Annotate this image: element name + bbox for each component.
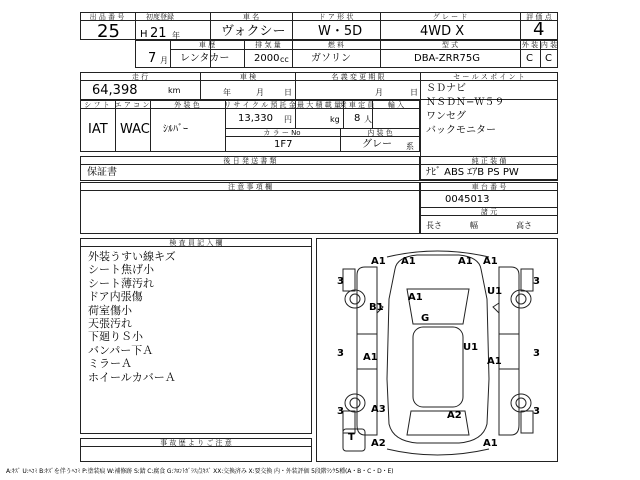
remark-7: 下廻りＳ小 bbox=[88, 330, 143, 344]
notes-header: 注 意 事 項 欄 bbox=[228, 183, 272, 191]
damage-mark-12: A3 bbox=[371, 404, 386, 415]
sales-point-1: ＳＤナビ bbox=[426, 83, 466, 94]
damage-mark-16: T bbox=[348, 432, 355, 443]
damage-mark-11: A1 bbox=[487, 356, 502, 367]
remark-2: シート焦げ小 bbox=[88, 263, 154, 277]
length-label: 長さ bbox=[426, 221, 442, 230]
side-label-3: 3 bbox=[337, 348, 344, 359]
displacement-header: 排 気 量 bbox=[255, 41, 281, 49]
year-value: 21 bbox=[150, 26, 167, 41]
model-code-value: DBA-ZRR75G bbox=[414, 53, 481, 64]
remark-5: 荷室傷小 bbox=[88, 303, 132, 317]
lot-no-header: 出 品 番 号 bbox=[89, 13, 125, 21]
damage-mark-13: A2 bbox=[447, 410, 462, 421]
mileage-value: 64,398 bbox=[92, 83, 138, 98]
docs-later-header: 後 日 発 送 書 類 bbox=[223, 157, 277, 165]
ext-color-header: 外 装 色 bbox=[174, 101, 200, 109]
int-color-unit: 系 bbox=[406, 142, 414, 151]
first-reg-header: 初度登録 bbox=[146, 13, 174, 21]
vehicle-use-value: レンタカー bbox=[180, 53, 230, 64]
damage-mark-14: A2 bbox=[371, 438, 386, 449]
max-load-header: 最 大 積 載 量 bbox=[297, 101, 341, 109]
sales-points-header: セ ー ル ス ポ イ ン ト bbox=[453, 73, 525, 81]
displacement-value: 2000 bbox=[254, 53, 280, 64]
damage-mark-1: A1 bbox=[371, 256, 386, 267]
remark-8: バンパー下Ａ bbox=[88, 343, 154, 357]
era-value: H bbox=[140, 29, 148, 40]
damage-mark-6: U1 bbox=[487, 286, 503, 297]
inspection-year: 年 bbox=[223, 88, 231, 97]
name-change-month: 月 bbox=[375, 88, 383, 97]
side-label-5: 3 bbox=[337, 406, 344, 417]
oem-value: ﾅﾋﾞ ABS ｴｱB PS PW bbox=[426, 167, 519, 178]
chassis-value: 0045013 bbox=[445, 194, 490, 205]
name-change-header: 名 義 変 更 期 限 bbox=[331, 73, 385, 81]
month-value: 7 bbox=[148, 51, 157, 66]
car-name-value: ヴォクシー bbox=[221, 24, 286, 39]
import-header: 輸 入 bbox=[387, 101, 405, 109]
interior-score-value: C bbox=[545, 53, 552, 64]
remark-3: シート薄汚れ bbox=[88, 276, 154, 290]
fuel-header: 燃 料 bbox=[327, 41, 345, 49]
side-label-6: 3 bbox=[533, 406, 540, 417]
side-label-1: 3 bbox=[337, 276, 344, 287]
car-diagram bbox=[316, 238, 558, 462]
remark-9: ミラーＡ bbox=[88, 357, 132, 371]
fuel-value: ガソリン bbox=[311, 53, 351, 64]
damage-mark-8: A1 bbox=[408, 292, 423, 303]
max-load-unit: kg bbox=[330, 115, 340, 124]
int-color-value: グレー bbox=[362, 139, 392, 150]
year-unit: 年 bbox=[172, 31, 180, 40]
aircon-value: WAC bbox=[120, 122, 150, 137]
color-no-value: 1F7 bbox=[274, 139, 293, 150]
sales-point-2: ＮＳＤＮ−Ｗ５９ bbox=[426, 97, 505, 108]
width-label: 幅 bbox=[470, 221, 478, 230]
name-change-day: 日 bbox=[410, 88, 418, 97]
damage-mark-3: A1 bbox=[458, 256, 473, 267]
mileage-unit: km bbox=[168, 86, 181, 95]
inspection-header: 車 検 bbox=[239, 73, 257, 81]
grade-header: グ レ ー ド bbox=[432, 13, 468, 21]
side-label-2: 3 bbox=[533, 276, 540, 287]
damage-mark-9: U1 bbox=[463, 342, 479, 353]
inspection-day: 日 bbox=[284, 88, 292, 97]
door-value: W・5D bbox=[318, 24, 363, 39]
color-no-header: カ ラ ー No bbox=[263, 129, 301, 137]
accident-header: 事 故 歴 よ り ご 注 意 bbox=[160, 439, 232, 447]
aircon-header: エ ア コ ン bbox=[114, 101, 150, 109]
remark-10: ホイールカバーＡ bbox=[88, 370, 176, 384]
remark-1: 外装うすい線キズ bbox=[88, 250, 176, 263]
damage-mark-7: G bbox=[421, 313, 430, 324]
exterior-score-value: C bbox=[526, 53, 533, 64]
legend-text: A:ｷｽﾞ U:ﾍｺﾐ B:ｷｽﾞを伴うﾍｺﾐ P:塗装痕 W:補修跡 S:錆 C:腐食 G:ﾌﾛﾝﾄｶﾞﾗｽ点ｷｽﾞ XX:交換済み X:要交換 内・外装評価 5段階ﾗﾝｸ5種(A・B・C・D・E) bbox=[6, 468, 394, 475]
model-code-header: 型 式 bbox=[441, 41, 459, 49]
recycle-fee-value: 13,330 bbox=[238, 113, 273, 124]
remark-6: 天張汚れ bbox=[88, 317, 132, 331]
chassis-header: 車 台 番 号 bbox=[471, 183, 507, 191]
damage-mark-5: B1 bbox=[369, 302, 384, 313]
car-outline bbox=[317, 239, 559, 463]
side-label-4: 3 bbox=[533, 348, 540, 359]
damage-mark-15: A1 bbox=[483, 438, 498, 449]
damage-mark-10: A1 bbox=[363, 352, 378, 363]
sales-point-4: バックモニター bbox=[426, 125, 496, 136]
car-name-header: 車 名 bbox=[242, 13, 260, 21]
docs-later-value: 保証書 bbox=[87, 167, 117, 178]
displacement-unit: cc bbox=[280, 55, 289, 64]
lot-no-value: 25 bbox=[97, 21, 120, 42]
damage-mark-2: A1 bbox=[401, 256, 416, 267]
int-color-header: 内 装 色 bbox=[367, 129, 393, 137]
score-value: 4 bbox=[533, 19, 545, 40]
remark-4: ドア内張傷 bbox=[88, 290, 143, 304]
month-unit: 月 bbox=[160, 56, 168, 65]
shift-header: シ フ ト bbox=[84, 101, 110, 109]
inspector-header: 検 査 員 記 入 欄 bbox=[169, 239, 223, 247]
grade-value: 4WD X bbox=[420, 24, 465, 39]
capacity-header: 乗 車 定 員 bbox=[339, 101, 375, 109]
capacity-unit: 人 bbox=[364, 115, 372, 124]
vehicle-use-header: 車 歴 bbox=[198, 41, 216, 49]
oem-header: 純 正 装 備 bbox=[471, 157, 507, 165]
shift-value: IAT bbox=[88, 122, 108, 137]
door-header: ド ア 形 状 bbox=[318, 13, 354, 21]
exterior-score-header: 外 装 bbox=[521, 41, 539, 49]
capacity-value: 8 bbox=[354, 113, 361, 124]
recycle-header: リ サ イ ク ル 預 託 金 bbox=[224, 101, 296, 109]
dimensions-header: 諸 元 bbox=[480, 208, 498, 216]
interior-score-header: 内 装 bbox=[540, 41, 558, 49]
inspector-remarks bbox=[88, 250, 176, 384]
score-header: 評 価 点 bbox=[526, 13, 552, 21]
ext-color-value: ｼﾙﾊﾞｰ bbox=[163, 124, 188, 135]
damage-mark-4: A1 bbox=[483, 256, 498, 267]
mileage-header: 走 行 bbox=[131, 73, 149, 81]
sales-point-3: ワンセグ bbox=[426, 111, 466, 122]
inspection-month: 月 bbox=[256, 88, 264, 97]
height-label: 高さ bbox=[516, 221, 532, 230]
recycle-unit: 円 bbox=[284, 115, 292, 124]
